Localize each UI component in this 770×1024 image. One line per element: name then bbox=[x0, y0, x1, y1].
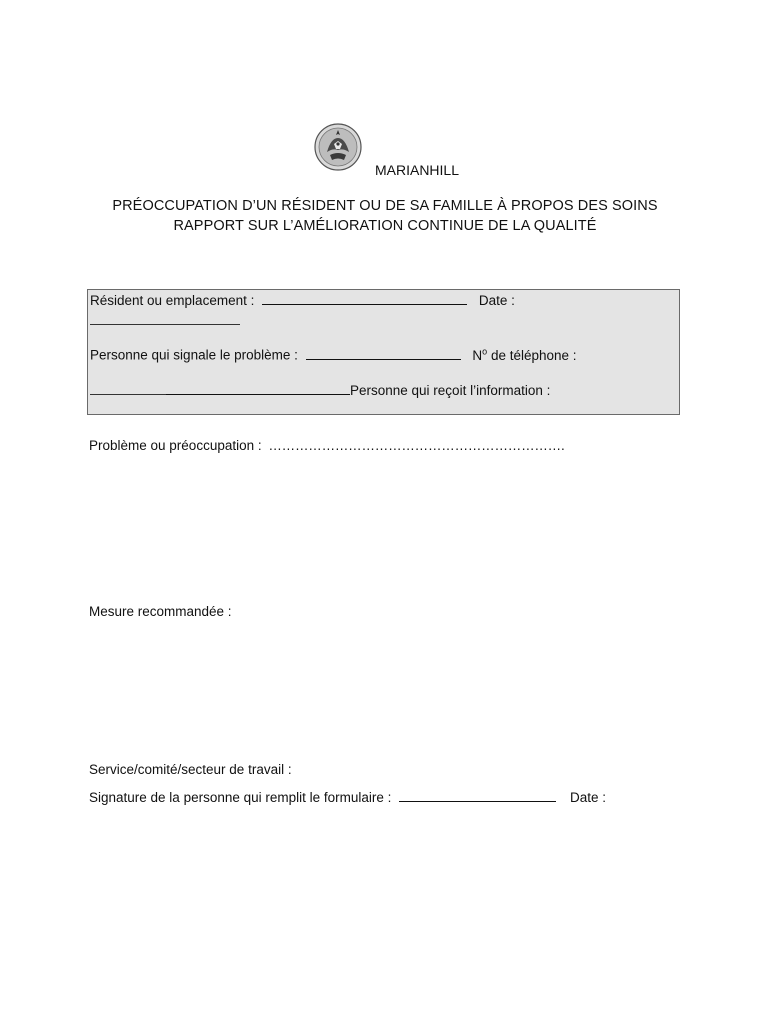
phone-field[interactable] bbox=[90, 382, 166, 395]
signature-label: Signature de la personne qui remplit le formulaire : bbox=[89, 790, 392, 805]
receiver-label: Personne qui reçoit l’information : bbox=[350, 383, 551, 398]
measure-label: Mesure recommandée : bbox=[89, 604, 232, 619]
receiver-row bbox=[90, 382, 550, 398]
date-label: Date : bbox=[478, 293, 515, 308]
measure-row bbox=[89, 604, 232, 619]
service-label: Service/comité/secteur de travail : bbox=[89, 762, 292, 777]
problem-label: Problème ou préoccupation : bbox=[89, 438, 262, 453]
date-field[interactable] bbox=[90, 312, 240, 325]
resident-row bbox=[90, 292, 515, 308]
organization-name: MARIANHILL bbox=[374, 162, 460, 178]
reporter-row bbox=[90, 346, 577, 363]
service-row bbox=[89, 762, 292, 777]
signature-date-label: Date : bbox=[569, 790, 606, 805]
reporter-field[interactable] bbox=[306, 347, 461, 360]
problem-row bbox=[89, 438, 565, 453]
reporter-label: Personne qui signale le problème : bbox=[90, 347, 298, 363]
resident-info-box bbox=[87, 289, 680, 415]
form-title-line-2: RAPPORT SUR L’AMÉLIORATION CONTINUE DE LA QUALITÉ bbox=[173, 218, 597, 234]
problem-field[interactable]: …………………………………………………………. bbox=[268, 438, 565, 453]
signature-field[interactable] bbox=[399, 789, 556, 802]
form-title-line-1: PRÉOCCUPATION D’UN RÉSIDENT OU DE SA FAMILLE À PROPOS DES SOINS bbox=[112, 198, 658, 214]
resident-field[interactable] bbox=[262, 292, 467, 305]
date-field-row bbox=[90, 312, 240, 328]
resident-label: Résident ou emplacement : bbox=[90, 293, 255, 308]
phone-label: $N^o$ de téléphone : bbox=[472, 346, 577, 363]
receiver-field[interactable] bbox=[166, 382, 350, 395]
signature-row bbox=[89, 789, 606, 805]
